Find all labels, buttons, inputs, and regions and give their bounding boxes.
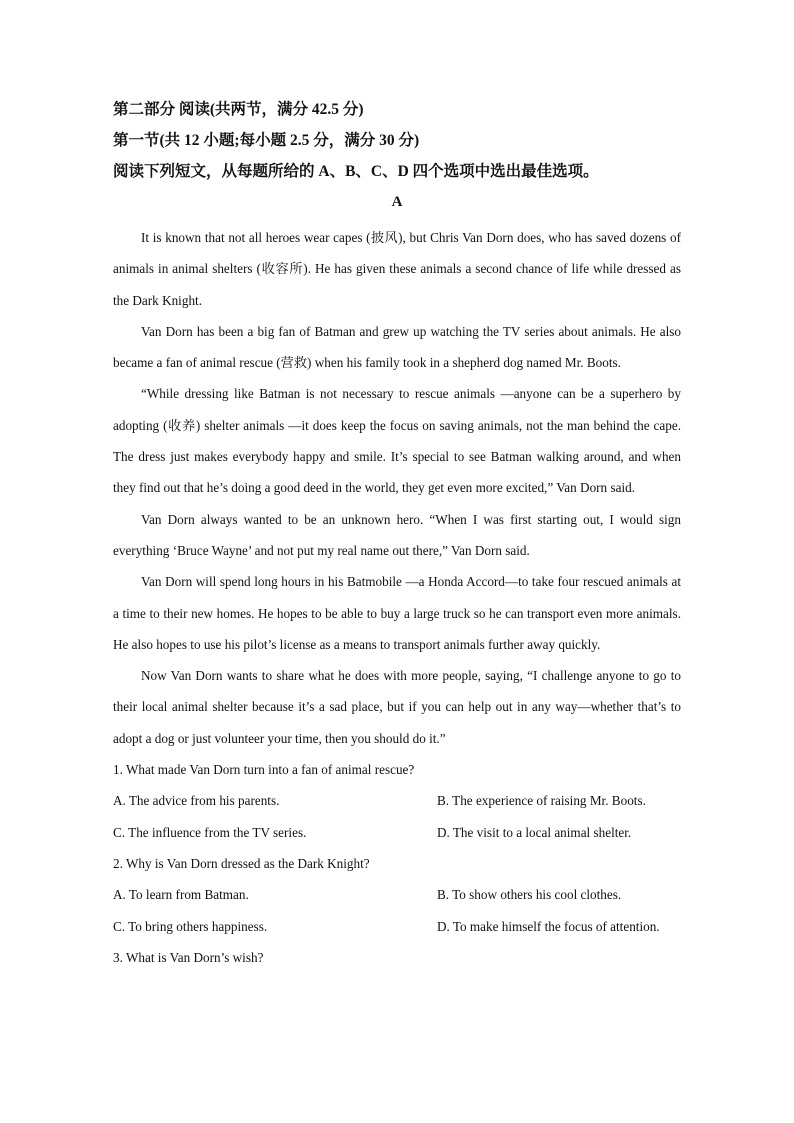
- question-text: 2. Why is Van Dorn dressed as the Dark Knight?: [113, 855, 370, 871]
- question-text: 3. What is Van Dorn’s wish?: [113, 949, 264, 965]
- question-text: 1. What made Van Dorn turn into a fan of animal rescue?: [113, 762, 415, 778]
- instructions: 阅读下列短文，从每题所给的 A、B、C、D 四个选项中选出最佳选项。: [113, 163, 599, 180]
- option-c: C. To bring others happiness.: [113, 918, 268, 934]
- paragraph: Van Dorn always wanted to be an unknown hero. “When I was first starting out, I would sign everything ‘Bruce Wayne’ and not put my real name out there,” Van Dorn said.: [113, 511, 681, 558]
- question-1: [113, 754, 681, 848]
- passage-label: A: [391, 194, 403, 210]
- part-title: 第二部分 阅读(共两节，满分 42.5 分): [113, 101, 364, 118]
- section-title: 第一节(共 12 小题;每小题 2.5 分，满分 30 分): [113, 132, 420, 149]
- paragraph: Van Dorn has been a big fan of Batman and grew up watching the TV series about animals. He also became a fan of animal rescue (营救) when his family took in a shepherd dog named Mr. Boots.: [113, 323, 681, 371]
- paragraph: “While dressing like Batman is not necessary to rescue animals —anyone can be a superhero by adopting (收养) shelter animals —it does keep the focus on saving animals, not the man behind the cape. The dress just makes everybody happy and smile. It’s special to see Batman walking around, and when they find out that he’s doing a good deed in the world, they get even more excited,” Van Dorn said.: [113, 386, 681, 496]
- option-c: C. The influence from the TV series.: [113, 824, 307, 840]
- paragraph: Van Dorn will spend long hours in his Batmobile —a Honda Accord—to take four rescued animals at a time to their new homes. He hopes to be able to buy a large truck so he can transport even more animals. He also hopes to use his pilot’s license as a means to transport animals further away quickly.: [113, 574, 681, 652]
- question-2: [113, 848, 681, 942]
- passage: [113, 222, 681, 754]
- option-b: B. To show others his cool clothes.: [437, 887, 622, 903]
- paragraph: It is known that not all heroes wear capes (披风), but Chris Van Dorn does, who has saved dozens of animals in animal shelters (收容所). He has given these animals a second chance of life while dressed as the Dark Knight.: [113, 230, 681, 308]
- answer-options: [113, 785, 681, 848]
- option-a: A. To learn from Batman.: [113, 887, 249, 903]
- answer-options: [113, 879, 681, 942]
- question-3: [113, 942, 681, 973]
- exam-page: [113, 99, 681, 973]
- option-b: B. The experience of raising Mr. Boots.: [437, 793, 646, 809]
- option-d: D. The visit to a local animal shelter.: [437, 824, 632, 840]
- option-a: A. The advice from his parents.: [113, 793, 280, 809]
- paragraph: Now Van Dorn wants to share what he does with more people, saying, “I challenge anyone to go to their local animal shelter because it’s a sad place, but if you can help out in any way—whether that’s to adopt a dog or just volunteer your time, then you should do it.”: [113, 668, 681, 746]
- option-d: D. To make himself the focus of attention.: [437, 918, 660, 934]
